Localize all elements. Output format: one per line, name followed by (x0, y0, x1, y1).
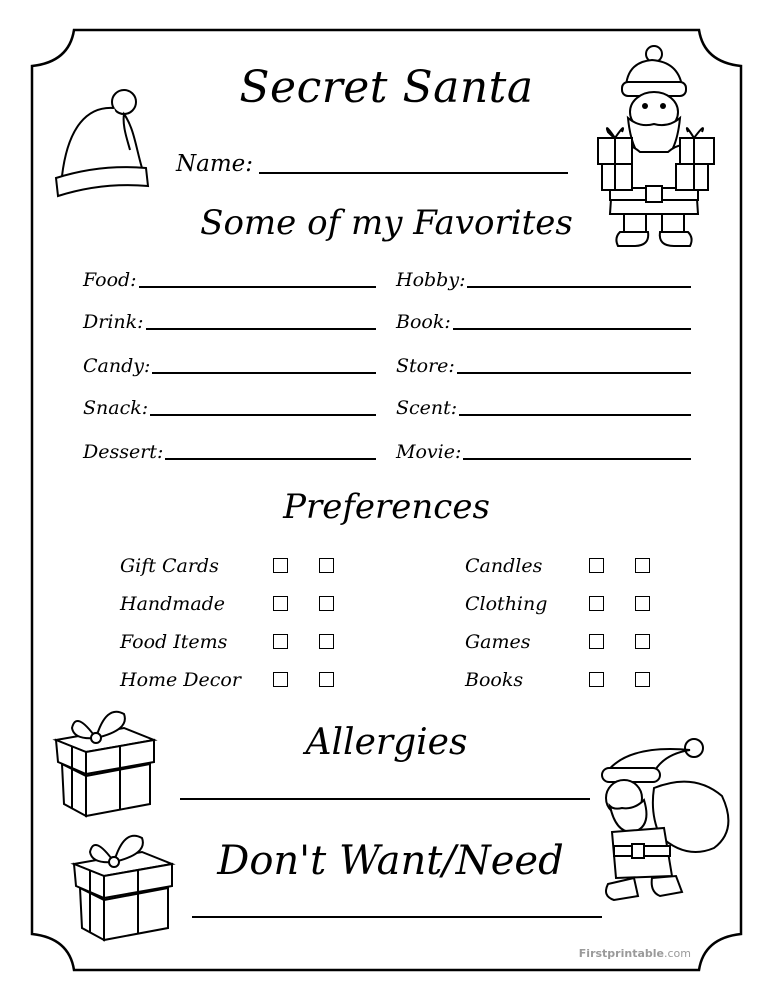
santa-with-gifts-icon (584, 42, 724, 250)
preference-item (120, 629, 270, 655)
favorite-field[interactable] (83, 266, 376, 290)
name-label: Name: (176, 151, 254, 177)
favorite-label: Candy: (83, 355, 151, 377)
preference-checkbox-yes[interactable] (273, 634, 288, 649)
dont-want-heading: Don't Want/Need (217, 838, 564, 884)
preference-checkbox-no[interactable] (319, 596, 334, 611)
favorite-line (150, 414, 376, 416)
name-line (259, 172, 568, 174)
favorite-label: Snack: (83, 397, 149, 419)
footer-watermark (579, 947, 691, 960)
preference-label: Games (465, 631, 531, 653)
preference-item (120, 667, 270, 693)
preference-checkbox-yes[interactable] (589, 672, 604, 687)
preference-checkbox-no[interactable] (635, 558, 650, 573)
preference-label: Books (465, 669, 524, 691)
favorite-field[interactable] (396, 308, 691, 332)
name-field[interactable] (176, 144, 568, 176)
favorite-line (467, 286, 691, 288)
gift-box-icon (50, 700, 162, 820)
preference-checkbox-no[interactable] (319, 558, 334, 573)
preference-label: Food Items (120, 631, 228, 653)
favorite-line (152, 372, 376, 374)
favorites-heading: Some of my Favorites (200, 203, 573, 243)
santa-with-sack-icon (594, 736, 739, 906)
favorite-label: Movie: (396, 441, 462, 463)
favorite-line (453, 328, 691, 330)
favorite-line (459, 414, 691, 416)
preference-label: Home Decor (120, 669, 241, 691)
preference-checkbox-yes[interactable] (273, 558, 288, 573)
favorite-label: Dessert: (83, 441, 164, 463)
favorite-label: Book: (396, 311, 451, 333)
preference-item (120, 591, 270, 617)
preference-item (120, 553, 270, 579)
santa-hat-icon (50, 86, 160, 201)
favorite-label: Store: (396, 355, 455, 377)
preference-label: Candles (465, 555, 543, 577)
preference-label: Gift Cards (120, 555, 219, 577)
footer-brand: Firstprintable (578, 947, 664, 960)
preference-checkbox-no[interactable] (319, 634, 334, 649)
preference-checkbox-no[interactable] (635, 596, 650, 611)
allergies-heading: Allergies (305, 722, 468, 763)
favorite-line (463, 458, 691, 460)
preference-checkbox-yes[interactable] (273, 596, 288, 611)
favorite-field[interactable] (396, 394, 691, 418)
gift-box-icon (68, 824, 180, 944)
favorite-field[interactable] (83, 394, 376, 418)
preference-label: Clothing (465, 593, 548, 615)
favorite-field[interactable] (83, 438, 376, 462)
footer-tld: .com (664, 947, 691, 960)
favorite-line (165, 458, 376, 460)
preference-checkbox-yes[interactable] (589, 634, 604, 649)
favorite-field[interactable] (396, 352, 691, 376)
preference-checkbox-no[interactable] (635, 672, 650, 687)
favorite-line (146, 328, 376, 330)
preference-checkbox-yes[interactable] (589, 558, 604, 573)
favorite-label: Food: (83, 269, 137, 291)
allergies-line[interactable] (180, 798, 590, 800)
favorite-line (139, 286, 376, 288)
favorite-label: Scent: (396, 397, 458, 419)
preference-checkbox-yes[interactable] (589, 596, 604, 611)
preference-checkbox-no[interactable] (635, 634, 650, 649)
page-title: Secret Santa (239, 62, 534, 113)
dont-want-line[interactable] (192, 916, 602, 918)
favorite-field[interactable] (396, 438, 691, 462)
preference-checkbox-no[interactable] (319, 672, 334, 687)
favorite-field[interactable] (83, 352, 376, 376)
favorite-label: Hobby: (396, 269, 466, 291)
preference-label: Handmade (120, 593, 226, 615)
preference-checkbox-yes[interactable] (273, 672, 288, 687)
preferences-heading: Preferences (283, 487, 490, 527)
favorite-label: Drink: (83, 311, 144, 333)
favorite-field[interactable] (83, 308, 376, 332)
favorite-line (457, 372, 691, 374)
favorite-field[interactable] (396, 266, 691, 290)
